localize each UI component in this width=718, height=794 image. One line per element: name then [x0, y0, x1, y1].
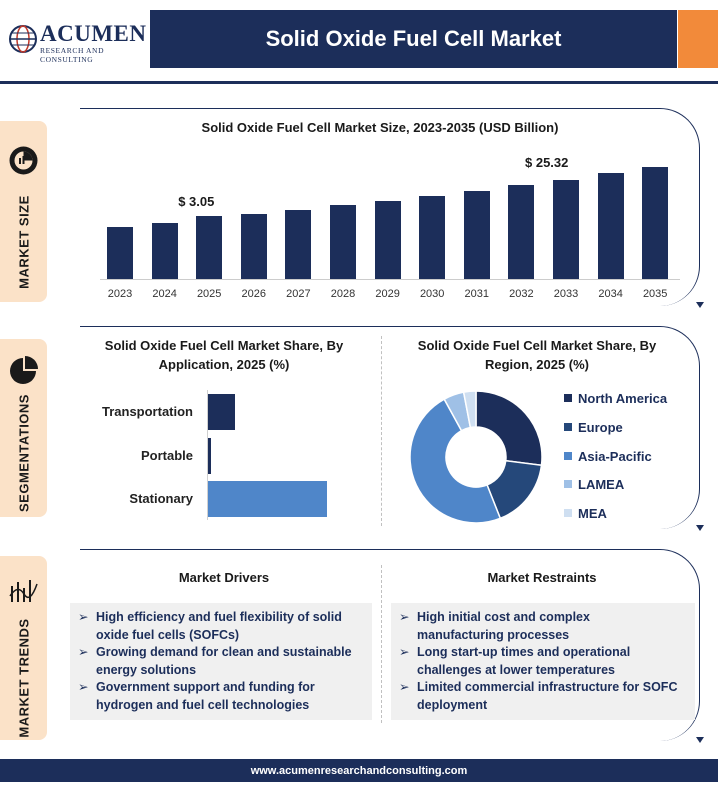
legend-label: Europe [578, 419, 623, 435]
list-item [78, 644, 364, 679]
side-tab-label: SEGMENTATIONS [16, 394, 32, 512]
page-title: Solid Oxide Fuel Cell Market [265, 26, 562, 51]
application-title-line1: Solid Oxide Fuel Cell Market Share, By [104, 338, 344, 353]
y-tick-label: Portable [140, 448, 193, 463]
legend-swatch [564, 394, 572, 402]
bar-2035 [642, 167, 668, 279]
x-tick-label: 2032 [509, 288, 534, 300]
x-tick-label: 2026 [241, 288, 267, 300]
list-item [78, 679, 364, 714]
legend-item [564, 447, 652, 465]
chevron-right-icon: ➢ [78, 680, 89, 694]
legend-item [564, 504, 607, 522]
list-item [399, 644, 687, 679]
bar-2031 [464, 191, 490, 279]
bar-2023 [107, 227, 133, 279]
bar-2024 [152, 223, 178, 279]
trend-chart-icon [8, 576, 39, 607]
globe-logo-icon [8, 24, 38, 54]
list-item-text: challenges at lower temperatures [417, 662, 615, 677]
legend-swatch [564, 452, 572, 460]
list-item-text: energy solutions [96, 662, 197, 677]
legend-item [564, 389, 667, 407]
frame-arrow-icon [696, 525, 704, 531]
x-tick-label: 2025 [196, 288, 222, 300]
list-item-text: Long start-up times and operational [417, 645, 631, 659]
list-item-text: manufacturing processes [417, 627, 570, 642]
chevron-right-icon: ➢ [78, 610, 89, 624]
region-donut-chart [408, 389, 544, 525]
list-item-text: Growing demand for clean and sustainable [96, 645, 352, 659]
drivers-list [70, 603, 372, 720]
side-tab-label: MARKET SIZE [16, 195, 32, 289]
legend-label: Asia-Pacific [578, 448, 652, 464]
legend-label: LAMEA [578, 476, 625, 492]
bar-2028 [330, 205, 356, 279]
side-tab-segmentations [0, 339, 47, 517]
frame-arrow-icon [696, 737, 704, 743]
side-tab-label: MARKET TRENDS [16, 618, 32, 738]
drivers-heading: Market Drivers [178, 570, 270, 585]
bar-2029 [375, 201, 401, 279]
region-title-line1: Solid Oxide Fuel Cell Market Share, By [417, 338, 657, 353]
x-tick-label: 2027 [286, 288, 311, 300]
restraints-heading: Market Restraints [487, 570, 597, 585]
list-item [399, 679, 687, 714]
accent-tab [678, 10, 718, 68]
list-item [399, 609, 687, 644]
bar-portable [208, 438, 211, 474]
footer-link[interactable]: www.acumenresearchandconsulting.com [250, 764, 468, 777]
x-tick-label: 2024 [152, 288, 177, 300]
x-tick-label: 2030 [419, 288, 445, 300]
logo [0, 10, 150, 68]
legend-item [564, 475, 624, 493]
legend-swatch [564, 509, 572, 517]
bar-stationary [208, 481, 327, 517]
logo-name: ACUMEN [40, 21, 147, 46]
application-chart-title [88, 336, 360, 374]
side-tab-market-size [0, 121, 47, 302]
x-tick-label: 2023 [107, 288, 133, 300]
pie-chart-icon [8, 355, 39, 386]
legend-swatch [564, 480, 572, 488]
x-axis-line [100, 279, 680, 280]
x-tick-label: 2035 [642, 288, 668, 300]
frame-arrow-icon [696, 302, 704, 308]
y-tick-label: Transportation [101, 404, 193, 419]
market-size-title: Solid Oxide Fuel Cell Market Size, 2023-2035 (USD Billion) [201, 120, 559, 135]
list-item-text: High efficiency and fuel flexibility of solid [96, 610, 342, 624]
bar-2034 [598, 173, 624, 279]
region-title-line2: Region, 2025 (%) [484, 357, 590, 372]
list-item-text: Limited commercial infrastructure for SOFC [417, 680, 678, 694]
chevron-right-icon: ➢ [399, 645, 410, 659]
list-item-text: hydrogen and fuel cell technologies [96, 697, 310, 712]
list-item-text: oxide fuel cells (SOFCs) [96, 627, 240, 642]
y-tick-label: Stationary [129, 491, 193, 506]
list-item [78, 609, 364, 644]
list-item-text: High initial cost and complex [417, 610, 590, 624]
footer [0, 759, 718, 782]
x-tick-label: 2033 [553, 288, 579, 300]
bar-2026 [241, 214, 267, 279]
x-tick-label: 2031 [464, 288, 490, 300]
side-tab-market-trends [0, 556, 47, 740]
donut-slice-north-america [476, 391, 542, 465]
x-tick-label: 2028 [330, 288, 356, 300]
legend-item [564, 418, 623, 436]
bar-2030 [419, 196, 445, 279]
chevron-right-icon: ➢ [399, 610, 410, 624]
restraints-list [391, 603, 695, 720]
chevron-right-icon: ➢ [78, 645, 89, 659]
legend-label: North America [578, 390, 668, 406]
legend-label: MEA [578, 505, 607, 521]
header-divider [0, 81, 718, 84]
bar-transportation [208, 394, 235, 430]
bar-2027 [285, 210, 311, 279]
bar-2025 [196, 216, 222, 279]
bar-annotation-2033: $ 25.32 [525, 154, 569, 170]
x-tick-label: 2029 [375, 288, 400, 300]
pie-gauge-icon [8, 145, 39, 176]
list-item-text: deployment [417, 697, 488, 712]
title-bar [150, 10, 677, 68]
chevron-right-icon: ➢ [399, 680, 410, 694]
bar-2032 [508, 185, 534, 279]
logo-subtitle: RESEARCH AND CONSULTING [40, 46, 105, 64]
region-chart-title [392, 336, 682, 374]
legend-swatch [564, 423, 572, 431]
segment-divider [381, 336, 382, 526]
bar-2033 [553, 180, 579, 279]
trends-divider [381, 565, 382, 723]
x-tick-label: 2034 [598, 288, 623, 300]
application-title-line2: Application, 2025 (%) [158, 357, 290, 372]
list-item-text: Government support and funding for [96, 680, 315, 694]
bar-annotation-2025: $ 3.05 [178, 194, 215, 210]
